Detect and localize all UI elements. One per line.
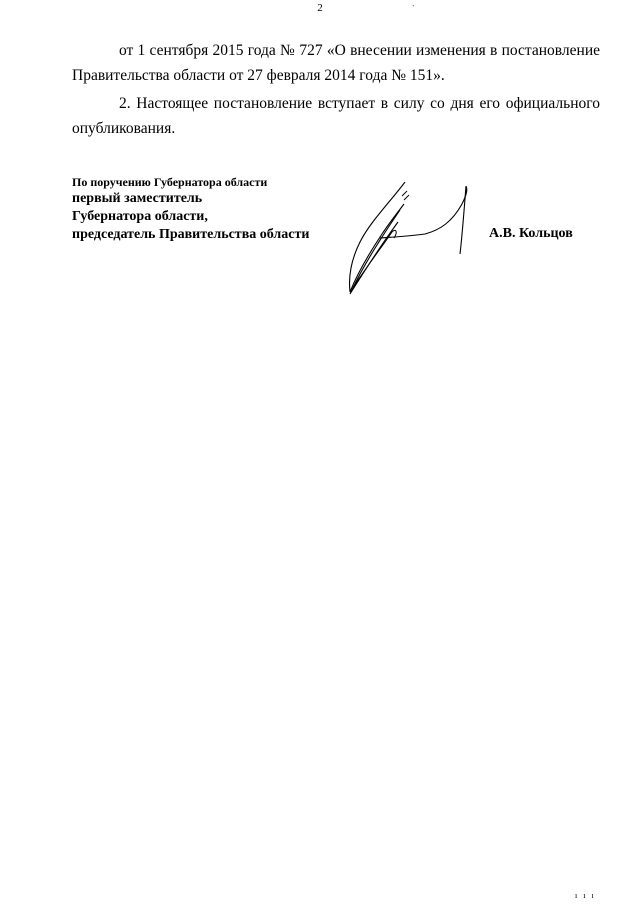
scan-speck: ` <box>412 4 415 13</box>
position-line-3: председатель Правительства области <box>72 227 310 242</box>
behalf-line: По поручению Губернатора области <box>72 175 268 189</box>
signature-block <box>72 174 309 244</box>
position-line-2: Губернатора области, <box>72 209 208 224</box>
signer-name: А.В. Кольцов <box>489 226 573 241</box>
paragraph-2-line-1: 2. Настоящее постановление вступает в силу со дня его официального <box>119 95 600 112</box>
paragraph-1-line-2: Правительства области от 27 февраля 2014 года № 151». <box>72 67 445 84</box>
paragraph-1 <box>72 38 600 88</box>
paragraph-1-line-1: от 1 сентября 2015 года № 727 «О внесении изменения в постановление <box>119 42 600 59</box>
scan-footer-marks: ı ı ı <box>575 891 596 900</box>
paragraph-2-line-2: опубликования. <box>72 120 176 137</box>
handwritten-signature-icon <box>340 182 480 297</box>
position-line-1: первый заместитель <box>72 191 203 206</box>
page-number: 2 <box>317 2 323 14</box>
paragraph-2 <box>72 91 600 141</box>
